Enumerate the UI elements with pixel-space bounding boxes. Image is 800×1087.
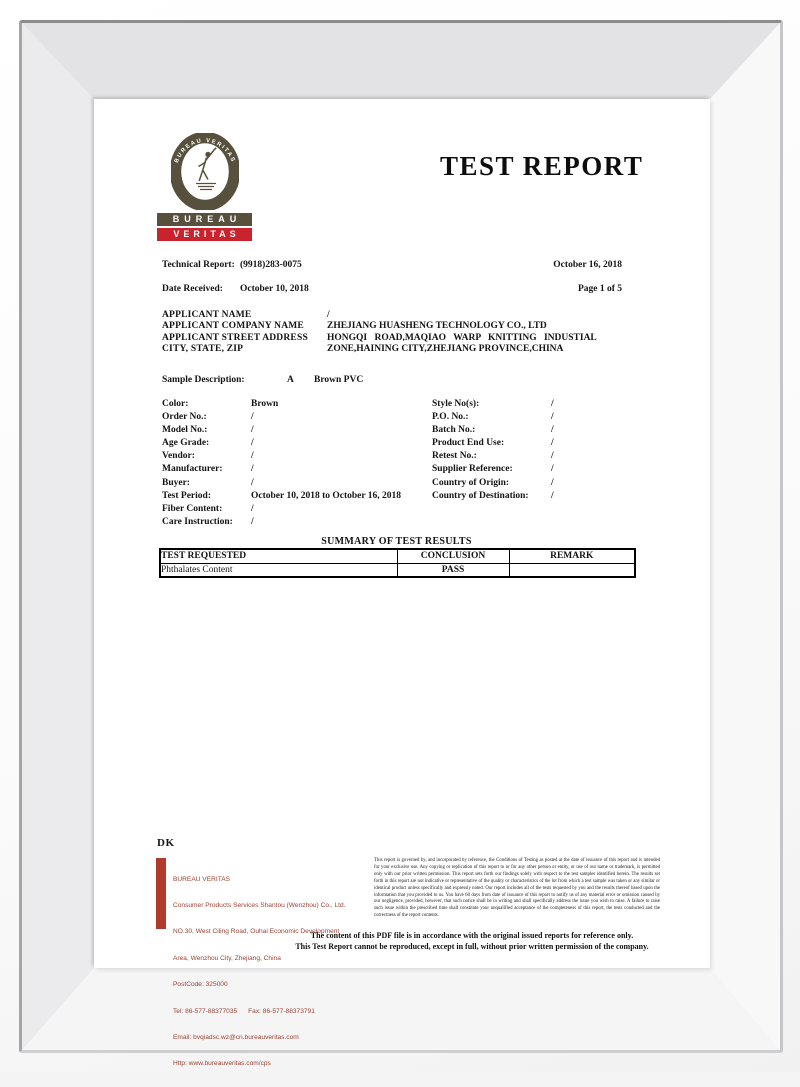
address-line: PostCode: 325000: [173, 981, 228, 989]
sample-description-row: [162, 375, 648, 385]
emblem-bottom-text: 1828: [195, 194, 214, 202]
address-line: Consumer Products Services Shantou (Wenzhou) Co., Ltd.: [173, 901, 346, 909]
model-no-label: Model No.:: [162, 425, 208, 436]
detail-row: [162, 425, 648, 438]
frame-inner-line: [19, 20, 783, 1068]
detail-row: [162, 438, 648, 451]
fiber-content-value: /: [251, 503, 254, 514]
color-value: Brown: [251, 399, 279, 409]
retest-no-label: Retest No.:: [432, 451, 477, 462]
address-line: Tel: 86-577-88377035 Fax: 86-577-88373791: [173, 1007, 315, 1015]
address-line: NO.30, West Ciling Road, Ouhai Economic Development: [173, 928, 340, 936]
style-no-label: Style No(s):: [432, 399, 480, 409]
terms-and-conditions-text: This report is governed by, and incorporated by reference, the Conditions of Testing as posted at the date of issuance of this report and is intended for your exclusive use. Any copying or replication of this report to or for any other person or entity, or use of our name or trademark, is permitted only with our prior written permission. This report sets forth our findings solely with respect to the test samples identified herein. The results set forth in this report are not indicative or representative of the quality or characteristics of the lot from which a test sample was taken or any similar or identical product unless specifically and expressly noted. Our report includes all of the tests requested by you and the results thereof based upon the information that you provided to us. You have 60 days from date of issuance of this report to notify us of any material error or omission caused by our negligence, provided, however, that such notice shall be in writing and shall specifically address the issue you wish to raise. A failure to raise such issue within the prescribed time shall constitute your unqualified acceptance of the completeness of this report, the tests conducted and the correctness of the report contents.: [374, 858, 660, 919]
technical-report-number: (9918)283-0075: [240, 260, 302, 270]
detail-row: [162, 464, 648, 477]
applicant-name-value: /: [327, 310, 330, 320]
detail-row: [162, 491, 648, 504]
col-conclusion: CONCLUSION: [397, 549, 509, 563]
footer-note-line: This Test Report cannot be reproduced, except in full, without prior written permission of the company.: [295, 941, 649, 951]
detail-row: [162, 478, 648, 491]
logo-bar-veritas: VERITAS: [157, 228, 252, 241]
vendor-value: /: [251, 451, 254, 462]
applicant-company-label: APPLICANT COMPANY NAME: [162, 321, 304, 332]
technical-report-row: [162, 260, 622, 284]
col-remark: REMARK: [509, 549, 635, 563]
buyer-label: Buyer:: [162, 477, 190, 488]
applicant-city-label: CITY, STATE, ZIP: [162, 343, 244, 354]
age-grade-value: /: [251, 438, 254, 449]
buyer-value: /: [251, 477, 254, 488]
retest-no-value: /: [551, 451, 554, 462]
detail-row: [162, 451, 648, 464]
po-no-label: P.O. No.:: [432, 412, 469, 423]
style-no-value: /: [551, 399, 554, 409]
sample-description-label: Sample Description:: [162, 375, 245, 385]
fiber-content-label: Fiber Content:: [162, 503, 223, 514]
detail-row: [162, 412, 648, 425]
po-no-value: /: [551, 412, 554, 423]
date-received-label: Date Received:: [162, 284, 223, 294]
test-requested-cell: Phthalates Content: [160, 563, 397, 577]
care-instruction-label: Care Instruction:: [162, 516, 233, 527]
applicant-row: [162, 344, 648, 355]
applicant-row: [162, 333, 648, 344]
address-line: Area, Wenzhou City, Zhejiang, China: [173, 954, 281, 962]
address-line: Http: www.bureauveritas.com/cps: [173, 1060, 271, 1068]
lab-address-block: [173, 858, 373, 1087]
logo-bar-bureau: BUREAU: [157, 213, 252, 226]
applicant-city-value: ZONE,HAINING CITY,ZHEJIANG PROVINCE,CHINA: [327, 343, 564, 354]
applicant-row: [162, 310, 648, 321]
issue-date: October 16, 2018: [553, 260, 622, 270]
address-line: Email: bvqiadsc.wz@cn.bureauveritas.com: [173, 1033, 299, 1041]
order-no-label: Order No.:: [162, 412, 207, 423]
supplier-reference-label: Supplier Reference:: [432, 464, 513, 475]
summary-result-row: [160, 563, 635, 577]
applicant-row: [162, 321, 648, 332]
vendor-label: Vendor:: [162, 451, 195, 462]
footer-note-line: The content of this PDF file is in accordance with the original issued reports for reference only.: [310, 931, 634, 940]
sample-description-value: Brown PVC: [314, 375, 364, 385]
product-end-use-label: Product End Use:: [432, 438, 505, 449]
applicant-block: [162, 310, 648, 355]
frame-bevel: [22, 23, 780, 1068]
col-test-requested: TEST REQUESTED: [160, 549, 397, 563]
country-of-origin-label: Country of Origin:: [432, 477, 510, 488]
bureau-veritas-logo: [157, 133, 252, 241]
model-no-value: /: [251, 425, 254, 436]
address-line: BUREAU VERITAS: [173, 875, 231, 883]
sample-details: [162, 399, 648, 530]
report-meta: [162, 260, 622, 308]
conclusion-cell: PASS: [397, 563, 509, 577]
emblem-top-text: BUREAU VERITAS: [173, 137, 236, 164]
test-period-label: Test Period:: [162, 490, 211, 501]
page-number: Page 1 of 5: [577, 284, 622, 294]
age-grade-label: Age Grade:: [162, 438, 210, 449]
summary-header-row: [160, 549, 635, 563]
applicant-address-value: HONGQI ROAD,MAQIAO WARP KNITTING INDUSTIAL: [327, 332, 597, 343]
technical-report-label: Technical Report:: [162, 260, 235, 270]
report-title: TEST REPORT: [440, 151, 644, 181]
product-end-use-value: /: [551, 438, 554, 449]
applicant-name-label: APPLICANT NAME: [162, 310, 252, 320]
torch-bearer-figure: [196, 148, 216, 190]
bureau-veritas-emblem-icon: [171, 133, 239, 210]
detail-row: [162, 504, 648, 517]
summary-heading: SUMMARY OF TEST RESULTS: [321, 536, 472, 547]
test-report-page: [94, 99, 710, 1068]
batch-no-value: /: [551, 425, 554, 436]
detail-row: [162, 399, 648, 412]
remark-cell: [509, 563, 635, 577]
summary-table: [159, 548, 634, 578]
date-received-value: October 10, 2018: [240, 284, 309, 294]
applicant-company-value: ZHEJIANG HUASHENG TECHNOLOGY CO., LTD: [327, 321, 547, 332]
order-no-value: /: [251, 412, 254, 423]
country-of-destination-label: Country of Destination:: [432, 490, 529, 501]
batch-no-label: Batch No.:: [432, 425, 476, 436]
care-instruction-value: /: [251, 516, 254, 527]
country-of-origin-value: /: [551, 477, 554, 488]
footer-notes: [264, 931, 680, 952]
country-of-destination-value: /: [551, 490, 554, 501]
supplier-reference-value: /: [551, 464, 554, 475]
applicant-address-label: APPLICANT STREET ADDRESS: [162, 332, 308, 343]
address-accent-bar: [156, 858, 166, 929]
detail-row: [162, 517, 648, 530]
manufacturer-value: /: [251, 464, 254, 475]
color-label: Color:: [162, 399, 189, 409]
manufacturer-label: Manufacturer:: [162, 464, 223, 475]
date-received-row: [162, 284, 622, 308]
test-period-value: October 10, 2018 to October 16, 2018: [251, 490, 402, 501]
sample-item: A: [287, 375, 294, 385]
reviewer-initials: DK: [157, 837, 175, 849]
